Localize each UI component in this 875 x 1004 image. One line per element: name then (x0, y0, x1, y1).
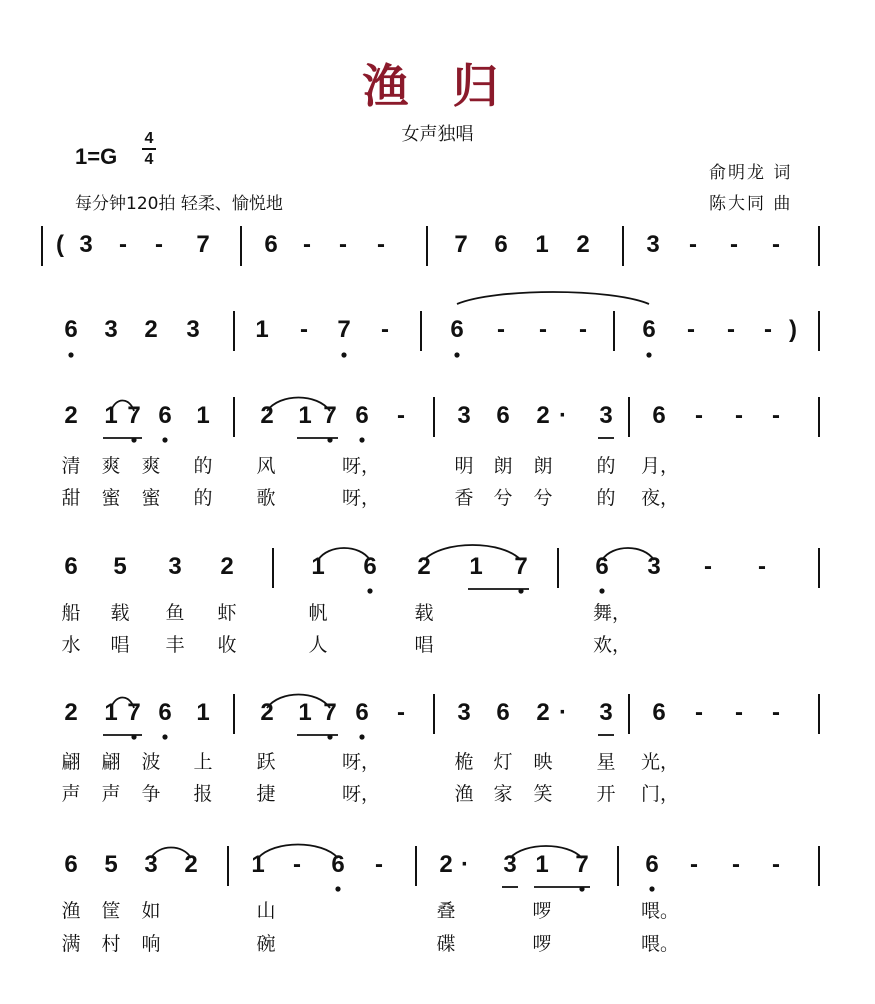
tempo-expression: 每分钟120拍 轻柔、愉悦地 (75, 194, 283, 214)
note: 6 (158, 402, 172, 429)
dash-note: - (119, 231, 127, 258)
composer-credit: 陈大同 曲 (709, 194, 793, 214)
dash-note: - (155, 231, 163, 258)
lyric-syllable: 帆 (308, 602, 328, 624)
note: 3 (647, 553, 661, 580)
note: 6 (363, 553, 377, 580)
lyric-syllable: 舞， (592, 602, 632, 624)
note: 2 (184, 851, 198, 878)
lyric-syllable: 的 (193, 487, 213, 509)
note: 3 (503, 851, 517, 878)
lyric-syllable: 夜， (640, 487, 680, 509)
dash-note: - (303, 231, 311, 258)
note: 7 (454, 231, 468, 258)
note: 1 (255, 316, 269, 343)
lyric-syllable: 笑 (533, 783, 553, 805)
lyric-syllable: 呀， (341, 751, 381, 773)
low-octave-dot (68, 352, 73, 357)
note: 1 (251, 851, 265, 878)
lyric-syllable: 明 (454, 455, 474, 477)
low-octave-dot (367, 588, 372, 593)
note: 7 (127, 402, 141, 429)
slur (318, 548, 370, 560)
note: 3 (186, 316, 200, 343)
lyric-syllable: 呀， (341, 455, 381, 477)
note: 1 (196, 699, 210, 726)
lyric-syllable: 歌 (256, 487, 276, 509)
lyric-syllable: 光， (640, 751, 680, 773)
note: 2 (64, 402, 78, 429)
note: 7 (127, 699, 141, 726)
dash-note: - (375, 851, 383, 878)
lyric-syllable: 星 (596, 751, 616, 773)
key-signature: 1=G (75, 144, 118, 169)
low-octave-dot (335, 886, 340, 891)
augmentation-dot: · (559, 699, 567, 726)
lyric-syllable: 载 (110, 602, 130, 624)
lyric-syllable: 呀， (341, 783, 381, 805)
note: 2 (536, 699, 550, 726)
low-octave-dot (649, 886, 654, 891)
note: 6 (494, 231, 508, 258)
lyric-syllable: 朗 (493, 455, 513, 477)
note: 6 (496, 402, 510, 429)
note: 3 (457, 699, 471, 726)
note: 3 (599, 402, 613, 429)
lyric-syllable: 欢， (592, 634, 632, 656)
dash-note: - (293, 851, 301, 878)
lyric-syllable: 波 (141, 751, 161, 773)
note: 3 (79, 231, 93, 258)
lyric-syllable: 甜 (61, 487, 81, 509)
note: 7 (196, 231, 210, 258)
lyric-syllable: 朗 (533, 455, 553, 477)
lyric-syllable: 啰 (532, 900, 552, 922)
note: 1 (104, 402, 118, 429)
note: 1 (469, 553, 483, 580)
dash-note: - (690, 851, 698, 878)
note: 1 (311, 553, 325, 580)
lyric-syllable: 水 (61, 634, 81, 656)
song-title: 渔 归 (362, 59, 513, 113)
lyric-syllable: 声 (101, 783, 121, 805)
dash-note: - (687, 316, 695, 343)
note: 6 (355, 402, 369, 429)
lyric-syllable: 唱 (110, 634, 130, 656)
dash-note: - (300, 316, 308, 343)
dash-note: - (704, 553, 712, 580)
note: 6 (652, 699, 666, 726)
dash-note: - (695, 402, 703, 429)
note: 6 (331, 851, 345, 878)
dash-note: - (772, 231, 780, 258)
note: 2 (260, 402, 274, 429)
lyric-syllable: 爽 (141, 455, 161, 477)
dash-note: - (695, 699, 703, 726)
dash-note: - (339, 231, 347, 258)
note: 3 (646, 231, 660, 258)
dash-note: - (735, 402, 743, 429)
note: 5 (113, 553, 127, 580)
lyric-syllable: 啰 (532, 933, 552, 955)
lyric-syllable: 月， (640, 455, 680, 477)
note: 2 (220, 553, 234, 580)
lyric-syllable: 如 (141, 900, 161, 922)
note: 2 (536, 402, 550, 429)
lyric-syllable: 桅 (454, 751, 474, 773)
note: 2 (64, 699, 78, 726)
lyric-syllable: 渔 (61, 900, 81, 922)
lyric-syllable: 喂。 (640, 900, 680, 922)
dash-note: - (727, 316, 735, 343)
augmentation-dot: · (461, 851, 469, 878)
note: 3 (457, 402, 471, 429)
lyric-syllable: 虾 (217, 602, 237, 624)
lyric-syllable: 村 (101, 933, 121, 955)
low-octave-dot (341, 352, 346, 357)
note: 6 (645, 851, 659, 878)
note: 6 (264, 231, 278, 258)
note: ) (789, 316, 797, 343)
lyric-syllable: 翩 (61, 751, 81, 773)
dash-note: - (758, 553, 766, 580)
lyric-syllable: 碗 (256, 933, 276, 955)
note: 7 (514, 553, 528, 580)
dash-note: - (730, 231, 738, 258)
note: 1 (535, 851, 549, 878)
dash-note: - (579, 316, 587, 343)
note: 3 (144, 851, 158, 878)
note: 1 (298, 699, 312, 726)
lyric-syllable: 上 (193, 751, 213, 773)
lyric-syllable: 满 (61, 933, 81, 955)
note: 1 (196, 402, 210, 429)
lyric-syllable: 爽 (101, 455, 121, 477)
note: 5 (104, 851, 118, 878)
dash-note: - (772, 402, 780, 429)
time-signature-top: 4 (144, 130, 154, 147)
slur (602, 548, 654, 560)
low-octave-dot (359, 734, 364, 739)
lyric-syllable: 响 (141, 933, 161, 955)
dash-note: - (397, 402, 405, 429)
dash-note: - (735, 699, 743, 726)
lyric-syllable: 喂。 (640, 933, 680, 955)
note: 2 (260, 699, 274, 726)
dash-note: - (689, 231, 697, 258)
lyric-syllable: 兮 (533, 487, 553, 509)
low-octave-dot (162, 437, 167, 442)
song-subtitle: 女声独唱 (401, 124, 474, 145)
lyric-syllable: 灯 (493, 751, 513, 773)
lyric-syllable: 蜜 (101, 487, 121, 509)
lyricist-credit: 俞明龙 词 (709, 163, 793, 183)
lyric-syllable: 渔 (454, 783, 474, 805)
note: 3 (168, 553, 182, 580)
note: 6 (595, 553, 609, 580)
note: 1 (104, 699, 118, 726)
dash-note: - (539, 316, 547, 343)
dash-note: - (772, 851, 780, 878)
note: 6 (642, 316, 656, 343)
note: 6 (652, 402, 666, 429)
lyric-syllable: 捷 (256, 783, 276, 805)
lyric-syllable: 跃 (256, 751, 276, 773)
low-octave-dot (454, 352, 459, 357)
note: 6 (496, 699, 510, 726)
note: 1 (535, 231, 549, 258)
note: 3 (104, 316, 118, 343)
augmentation-dot: · (559, 402, 567, 429)
lyric-syllable: 门， (640, 783, 680, 805)
low-octave-dot (599, 588, 604, 593)
lyric-syllable: 人 (308, 634, 328, 656)
note: 7 (575, 851, 589, 878)
note: 2 (417, 553, 431, 580)
note: 6 (158, 699, 172, 726)
dash-note: - (764, 316, 772, 343)
note: 6 (64, 553, 78, 580)
lyric-syllable: 收 (217, 634, 237, 656)
lyric-syllable: 清 (61, 455, 81, 477)
slur (457, 292, 649, 304)
note: 2 (144, 316, 158, 343)
lyric-syllable: 映 (533, 751, 553, 773)
dash-note: - (381, 316, 389, 343)
lyric-syllable: 丰 (165, 634, 185, 656)
lyric-syllable: 香 (454, 487, 474, 509)
note: 6 (64, 316, 78, 343)
lyric-syllable: 筐 (101, 900, 121, 922)
note: 2 (439, 851, 453, 878)
lyric-syllable: 的 (596, 455, 616, 477)
note: ( (56, 231, 64, 258)
lyric-syllable: 兮 (493, 487, 513, 509)
lyric-syllable: 的 (193, 455, 213, 477)
lyric-syllable: 唱 (414, 634, 434, 656)
lyric-syllable: 家 (493, 783, 513, 805)
lyric-syllable: 争 (141, 783, 161, 805)
lyric-syllable: 报 (193, 783, 213, 805)
low-octave-dot (646, 352, 651, 357)
note: 6 (355, 699, 369, 726)
lyric-syllable: 开 (596, 783, 616, 805)
note: 6 (450, 316, 464, 343)
dash-note: - (732, 851, 740, 878)
lyric-syllable: 碟 (436, 933, 456, 955)
dash-note: - (772, 699, 780, 726)
lyric-syllable: 蜜 (141, 487, 161, 509)
time-signature-bottom: 4 (144, 151, 154, 168)
lyric-syllable: 山 (256, 900, 276, 922)
note: 7 (337, 316, 351, 343)
note: 1 (298, 402, 312, 429)
lyric-syllable: 鱼 (165, 602, 185, 624)
lyric-syllable: 载 (414, 602, 434, 624)
note: 2 (576, 231, 590, 258)
lyric-syllable: 翩 (101, 751, 121, 773)
note: 3 (599, 699, 613, 726)
lyric-syllable: 风 (256, 455, 276, 477)
dash-note: - (377, 231, 385, 258)
lyric-syllable: 呀， (341, 487, 381, 509)
note: 7 (323, 402, 337, 429)
lyric-syllable: 船 (61, 602, 81, 624)
lyric-syllable: 叠 (436, 900, 456, 922)
low-octave-dot (359, 437, 364, 442)
lyric-syllable: 声 (61, 783, 81, 805)
note: 7 (323, 699, 337, 726)
low-octave-dot (162, 734, 167, 739)
dash-note: - (397, 699, 405, 726)
note: 6 (64, 851, 78, 878)
lyric-syllable: 的 (596, 487, 616, 509)
dash-note: - (497, 316, 505, 343)
